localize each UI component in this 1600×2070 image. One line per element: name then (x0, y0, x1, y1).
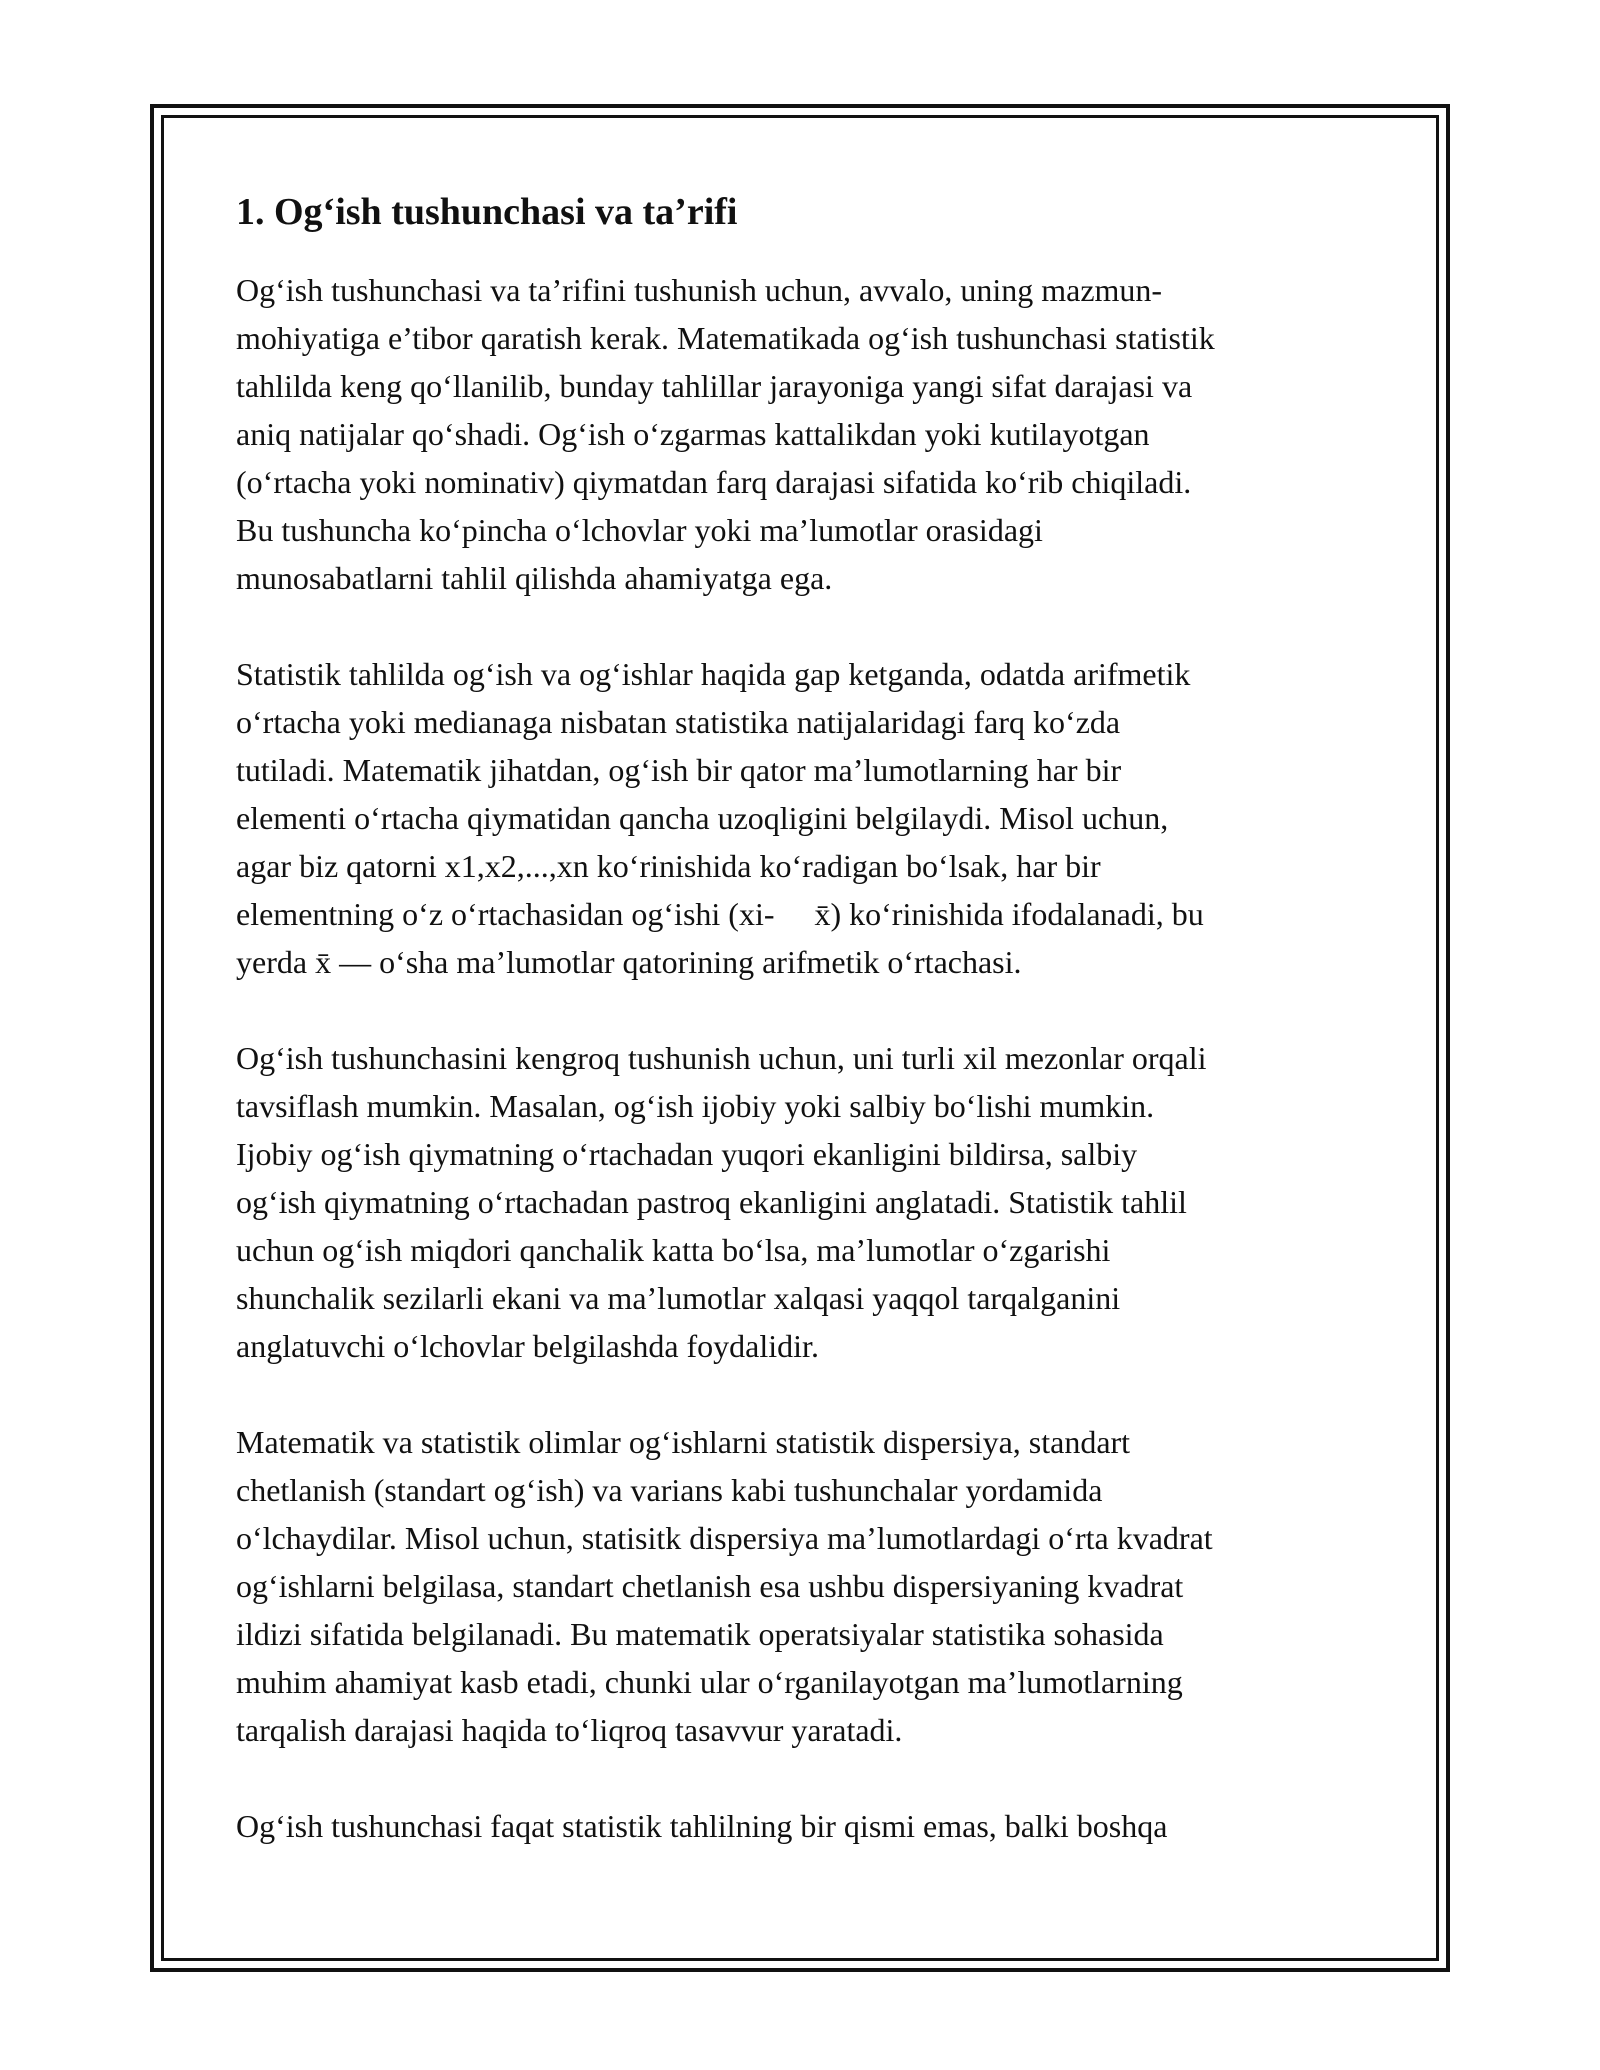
text-line: Matematik va statistik olimlar og‘ishlarni statistik dispersiya, standart (236, 1424, 1131, 1460)
section-heading: 1. Og‘ish tushunchasi va ta’rifi (236, 191, 738, 233)
document-body (236, 188, 1376, 1898)
text-line: elementi o‘rtacha qiymatidan qancha uzoqligini belgilaydi. Misol uchun, (236, 800, 1169, 836)
text-line: Ijobiy og‘ish qiymatning o‘rtachadan yuqori ekanligini bildirsa, salbiy (236, 1136, 1138, 1172)
text-line: og‘ishlarni belgilasa, standart chetlanish esa ushbu dispersiyaning kvadrat (236, 1568, 1184, 1604)
paragraph-5 (236, 1802, 1376, 1850)
text-line: tahlilda keng qo‘llanilib, bunday tahlillar jarayoniga yangi sifat darajasi va (236, 368, 1193, 404)
text-line: (o‘rtacha yoki nominativ) qiymatdan farq darajasi sifatida ko‘rib chiqiladi. (236, 464, 1192, 500)
text-line: agar biz qatorni x1,x2,...,xn ko‘rinishida ko‘radigan bo‘lsak, har bir (236, 848, 1101, 884)
text-line: tutiladi. Matematik jihatdan, og‘ish bir qator ma’lumotlarning har bir (236, 752, 1122, 788)
text-line: Og‘ish tushunchasi va ta’rifini tushunish uchun, avvalo, uning mazmun- (236, 272, 1163, 308)
text-line: munosabatlarni tahlil qilishda ahamiyatga ega. (236, 560, 833, 596)
text-line: og‘ish qiymatning o‘rtachadan pastroq ekanligini anglatadi. Statistik tahlil (236, 1184, 1187, 1220)
text-line: ildizi sifatida belgilanadi. Bu matematik operatsiyalar statistika sohasida (236, 1616, 1164, 1652)
text-line: tarqalish darajasi haqida to‘liqroq tasavvur yaratadi. (236, 1712, 903, 1748)
text-line: uchun og‘ish miqdori qanchalik katta bo‘lsa, ma’lumotlar o‘zgarishi (236, 1232, 1111, 1268)
text-line: o‘lchaydilar. Misol uchun, statisitk dispersiya ma’lumotlardagi o‘rta kvadrat (236, 1520, 1213, 1556)
text-line: chetlanish (standart og‘ish) va varians kabi tushunchalar yordamida (236, 1472, 1103, 1508)
formula-text-after: x̄) ko‘rinishida ifodalanadi, bu (814, 896, 1204, 932)
paragraph-3 (236, 1034, 1376, 1370)
text-line: aniq natijalar qo‘shadi. Og‘ish o‘zgarmas kattalikdan yoki kutilayotgan (236, 416, 1150, 452)
text-line: Og‘ish tushunchasi faqat statistik tahlilning bir qismi emas, balki boshqa (236, 1808, 1168, 1844)
paragraph-4 (236, 1418, 1376, 1754)
paragraph-2 (236, 650, 1376, 986)
text-line: muhim ahamiyat kasb etadi, chunki ular o‘rganilayotgan ma’lumotlarning (236, 1664, 1183, 1700)
formula-line (236, 890, 1376, 938)
text-line: Bu tushuncha ko‘pincha o‘lchovlar yoki ma’lumotlar orasidagi (236, 512, 1043, 548)
text-line: tavsiflash mumkin. Masalan, og‘ish ijobiy yoki salbiy bo‘lishi mumkin. (236, 1088, 1155, 1124)
paragraph-1 (236, 266, 1376, 602)
text-line: anglatuvchi o‘lchovlar belgilashda foydalidir. (236, 1328, 819, 1364)
text-line: mohiyatiga e’tibor qaratish kerak. Matematikada og‘ish tushunchasi statistik (236, 320, 1215, 356)
formula-text-before: elementning o‘z o‘rtachasidan og‘ishi (xi- (236, 896, 775, 932)
text-line: shunchalik sezilarli ekani va ma’lumotlar xalqasi yaqqol tarqalganini (236, 1280, 1121, 1316)
text-line: o‘rtacha yoki medianaga nisbatan statistika natijalaridagi farq ko‘zda (236, 704, 1121, 740)
text-line: Og‘ish tushunchasini kengroq tushunish uchun, uni turli xil mezonlar orqali (236, 1040, 1207, 1076)
text-line: Statistik tahlilda og‘ish va og‘ishlar haqida gap ketganda, odatda arifmetik (236, 656, 1191, 692)
text-line: yerda x̄ — o‘sha ma’lumotlar qatorining arifmetik o‘rtachasi. (236, 944, 1022, 980)
